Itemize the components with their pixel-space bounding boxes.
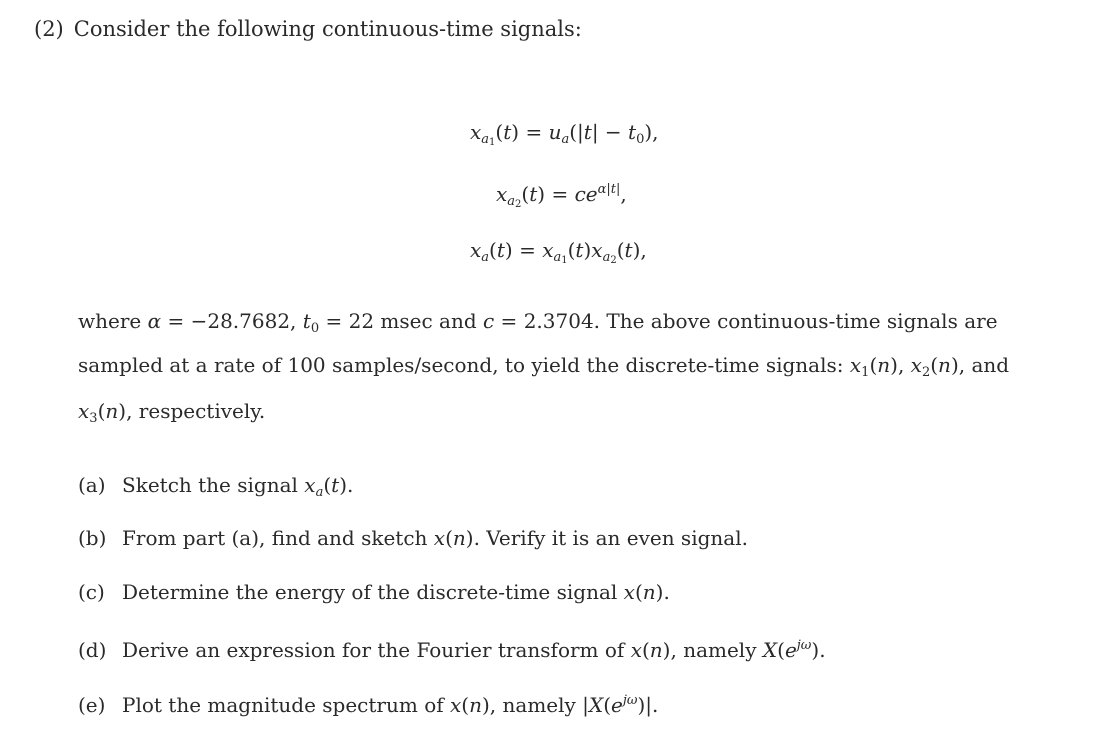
paragraph-line-1: where α = −28.7682, $t_0 = 22$ msec and c = 2.3704. The above continuous-time signals are — [78, 309, 998, 336]
item-label: (a) — [78, 473, 106, 497]
list-item-d: (d) Derive an expression for the Fourier transform of x(n), namely $X(e^{j\omega})$. — [78, 631, 826, 665]
item-label: (d) — [78, 638, 107, 662]
equation-xa: $x_a(t) = x_{a_1}(t)x_{a_2}(t)$, — [470, 238, 647, 266]
item-label: (b) — [78, 526, 107, 550]
problem-heading — [34, 14, 582, 44]
problem-number: (2) — [34, 17, 64, 41]
list-item-b: (b) From part (a), find and sketch x(n). Verify it is an even signal. — [78, 523, 748, 553]
paragraph-line-2: sampled at a rate of 100 samples/second, to yield the discrete-time signals: $x_1(n)$, $x_2(n)$, and — [78, 353, 1010, 380]
problem-intro: Consider the following continuous-time signals: — [73, 17, 582, 41]
list-item-e: (e) Plot the magnitude spectrum of x(n), namely $|X(e^{j\omega})|$. — [78, 686, 658, 720]
equation-xa2: $x_{a_2}(t) = ce^{\alpha|t|}$, — [496, 182, 627, 210]
list-item-c: (c) Determine the energy of the discrete-time signal x(n). — [78, 577, 670, 607]
item-label: (c) — [78, 580, 105, 604]
list-item-a: (a) Sketch the signal $x_a(t)$. — [78, 470, 353, 508]
equation-xa1: $x_{a_1}(t) = u_a(|t| - t_0)$, — [470, 120, 659, 148]
item-label: (e) — [78, 693, 106, 717]
paragraph-line-3: $x_3(n)$, respectively. — [78, 399, 266, 426]
